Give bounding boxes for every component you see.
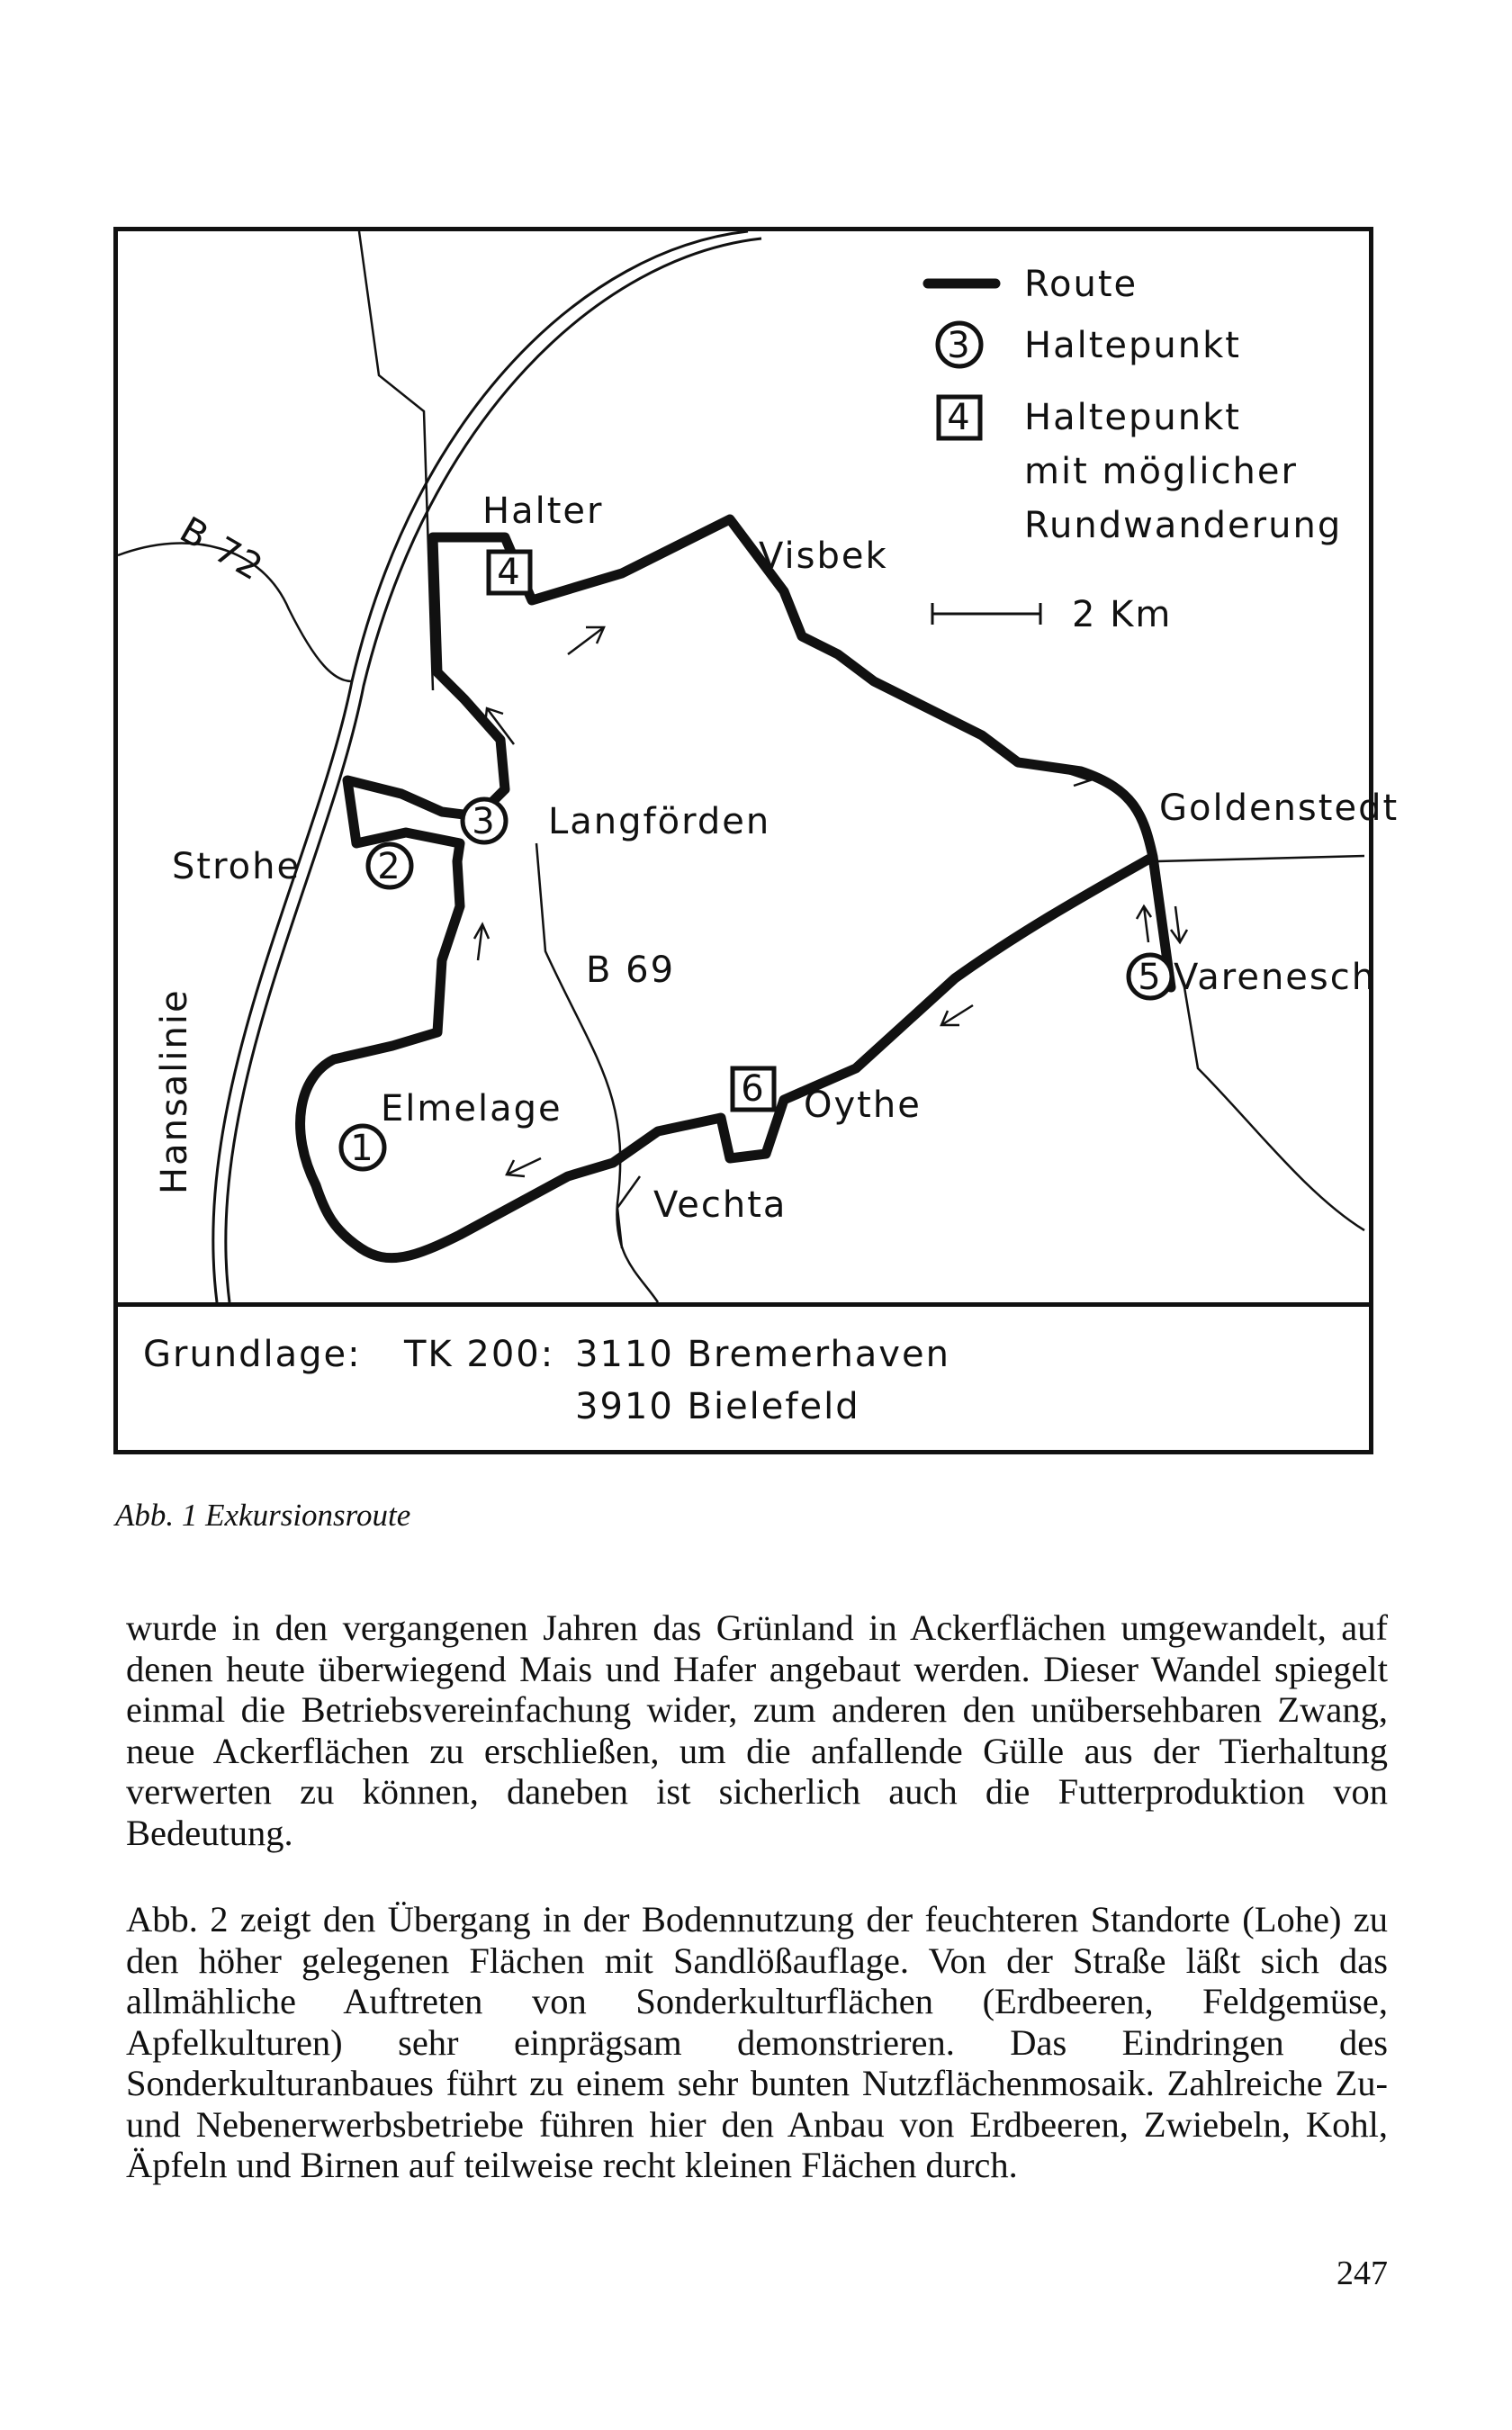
stop-4 — [489, 552, 530, 593]
legend-square-label-3: Rundwanderung — [1024, 505, 1343, 546]
place-oythe: Oythe — [804, 1084, 922, 1126]
svg-text:1: 1 — [350, 1128, 375, 1169]
place-langfoerden: Langförden — [548, 801, 771, 842]
source-tk: TK 200: — [404, 1334, 555, 1375]
road-b69 — [536, 843, 658, 1302]
road-varenesch — [1184, 987, 1364, 1230]
place-varenesch: Varenesch — [1174, 957, 1377, 998]
scale-bar — [932, 603, 1040, 625]
road-label-b72: B 72 — [173, 508, 271, 590]
legend-square-label-2: mit möglicher — [1024, 451, 1298, 492]
place-visbek: Visbek — [759, 536, 888, 577]
road-vechta — [617, 1176, 640, 1248]
source-sheet-1: 3110 Bremerhaven — [575, 1334, 950, 1375]
place-goldenstedt: Goldenstedt — [1159, 788, 1400, 829]
stop-6 — [733, 1068, 774, 1110]
map-drawing — [118, 231, 1400, 1302]
place-vechta: Vechta — [653, 1184, 788, 1226]
road-label-b69: B 69 — [586, 950, 676, 991]
scale-label: 2 Km — [1072, 594, 1173, 635]
source-sheet-2: 3910 Bielefeld — [575, 1386, 860, 1427]
source-label: Grundlage: — [143, 1334, 362, 1375]
legend-square-label-1: Haltepunkt — [1024, 397, 1241, 438]
body-paragraph-2: Abb. 2 zeigt den Übergang in der Bodennutzung der feuchteren Standorte (Lohe) zu den höher gelegenen Flächen mit Sandlößauflage. Von der Straße läßt sich das allmähliche Auftreten von Sonderkulturflächen (Erdbeeren, Feldgemüse, Apfelkulturen) sehr einprägsam demonstrieren. Das Eindringen des Sonderkulturanbaues führt zu einem sehr bunten Nutzflächenmosaik. Zahlreiche Zu- und Nebenerwerbsbetriebe führen hier den Anbau von Erdbeeren, Zwiebeln, Kohl, Äpfeln und Birnen auf teilweise recht kleinen Flächen durch. — [126, 1899, 1388, 2185]
place-elmelage: Elmelage — [381, 1088, 562, 1130]
route-map — [113, 227, 1400, 1454]
svg-text:6: 6 — [741, 1068, 766, 1110]
place-halter: Halter — [482, 490, 604, 532]
body-paragraph-1: wurde in den vergangenen Jahren das Grünland in Ackerflächen umgewandelt, auf denen heute überwiegend Mais und Hafer angebaut werden. Dieser Wandel spiegelt einmal die Betriebsvereinfachung wider, zum anderen den unübersehbaren Zwang, neue Ackerflächen zu erschließen, um die anfallende Gülle aus der Tierhaltung verwerten zu können, daneben ist sicherlich auch die Futterproduktion von Bedeutung. — [126, 1607, 1388, 1853]
map-legend — [928, 264, 1342, 635]
road-label-hansalinie: Hansalinie — [154, 988, 195, 1194]
svg-text:4: 4 — [947, 397, 972, 438]
svg-text:2: 2 — [377, 846, 402, 887]
legend-circle-label: Haltepunkt — [1024, 325, 1241, 366]
svg-text:4: 4 — [497, 552, 522, 593]
legend-route-label: Route — [1024, 264, 1138, 305]
stop-2 — [368, 844, 411, 887]
place-strohe: Strohe — [172, 846, 302, 887]
stop-1 — [341, 1126, 384, 1169]
stop-5 — [1129, 955, 1172, 998]
road-strohe — [118, 789, 136, 825]
road-goldenstedt — [1157, 856, 1364, 861]
page-number: 247 — [1336, 2254, 1388, 2292]
svg-text:3: 3 — [472, 801, 497, 842]
road-north — [359, 231, 433, 690]
figure-caption: Abb. 1 Exkursionsroute — [115, 1498, 411, 1533]
stop-3 — [463, 799, 506, 842]
svg-text:5: 5 — [1138, 957, 1163, 998]
map-source — [118, 1302, 1369, 1450]
svg-text:3: 3 — [947, 325, 972, 366]
hansalinie-road — [213, 231, 748, 1302]
